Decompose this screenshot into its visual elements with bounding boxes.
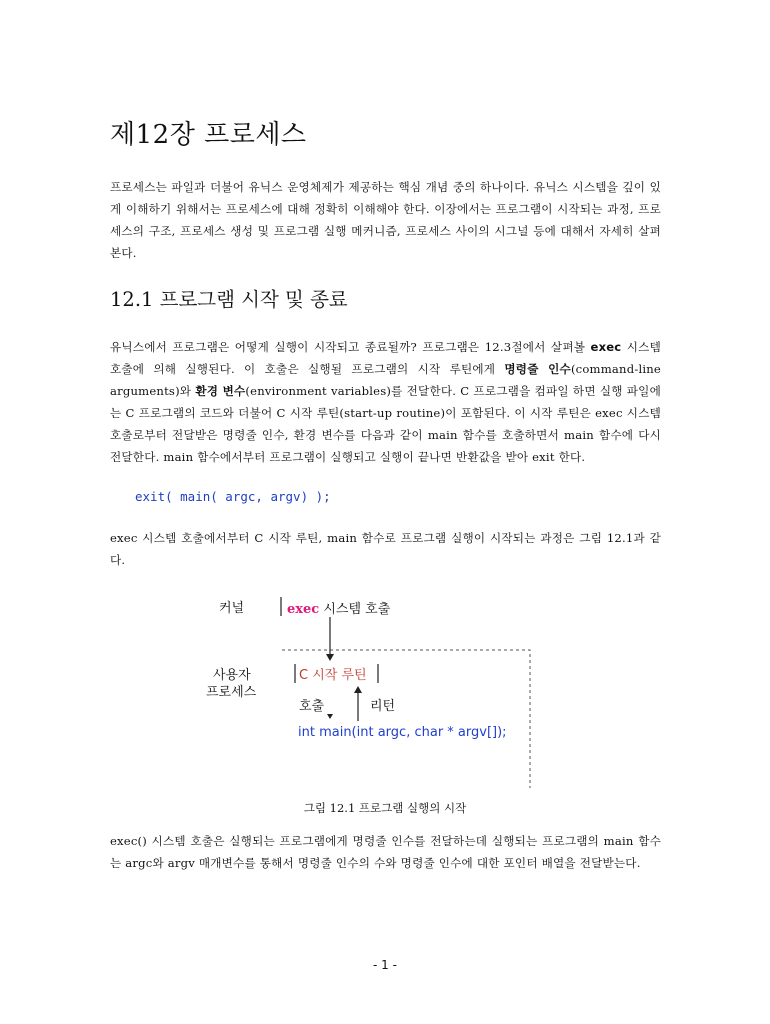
figure-caption: 그림 12.1 프로그램 실행의 시작: [303, 801, 467, 815]
chapter-title: 제12장 프로세스: [110, 120, 307, 150]
call-arrow-head: [327, 714, 333, 719]
paragraph-exec-args: exec() 시스템 호출은 실행되는 프로그램에게 명령줄 인수를 전달하는데 실행되는 프로그램의 main 함수는 argc와 argv 매개변수를 통해서 명령줄 인수의 수와 명령줄 인수에 대한 포인터 배열을 전달받는다.: [110, 834, 661, 870]
exec-word: exec: [287, 602, 320, 617]
text-run: 유닉스에서 프로그램은 어떻게 실행이 시작되고 종료될까? 프로그램은 12.3절에서 살펴볼: [110, 340, 591, 354]
return-label: 리턴: [370, 699, 396, 714]
user-label: 사용자: [213, 668, 251, 683]
text-run: (command-line arguments)와: [110, 362, 661, 398]
startup-routine-label: C 시작 루틴: [299, 668, 367, 683]
code-exit-main: exit( main( argc, argv) );: [135, 489, 331, 504]
call-label: 호출: [299, 699, 325, 714]
section-title: 12.1 프로그램 시작 및 종료: [110, 288, 348, 311]
main-signature-label: int main(int argc, char * argv[]);: [298, 725, 507, 740]
kernel-label: 커널: [219, 601, 245, 616]
return-arrow-head: [354, 686, 362, 693]
text-run: (environment variables)를 전달한다. C 프로그램을 컴파일 하면 실행 파일에는 C 프로그램의 코드와 더불어 C 시작 루틴(start-up routine)이 포함된다. 이 시작 루틴은 exec 시스템 호출로부터 전달받은 명령줄 인수, 환경 변수를 다음과 같이 main 함수를 호출하면서 main 함수에 다시 전달한다. main 함수에서부터 프로그램이 실행되고 실행이 끝나면 반환값을 받아 exit 한다.: [110, 384, 661, 464]
arrow-head-down: [326, 654, 334, 661]
page-number: - 1 -: [373, 958, 397, 972]
exec-syscall-label: [287, 598, 390, 617]
intro-paragraph: 프로세스는 파일과 더불어 유닉스 운영체제가 제공하는 핵심 개념 중의 하나이다. 유닉스 시스템을 깊이 있게 이해하기 위해서는 프로세스에 대해 정확히 이해해야 한다. 이장에서는 프로그램이 시작되는 과정, 프로세스의 구조, 프로세스 생성 및 프로그램 실행 메커니즘, 프로세스 사이의 시그널 등에 대해서 자세히 살펴본다.: [110, 180, 661, 260]
paragraph-exec-process: exec 시스템 호출에서부터 C 시작 루틴, main 함수로 프로그램 실행이 시작되는 과정은 그림 12.1과 같다.: [110, 531, 661, 567]
process-label: 프로세스: [206, 685, 257, 700]
text-run: 시스템 호출에 의해 실행된다. 이 호출은 실행될 프로그램의 시작 루틴에게: [110, 340, 661, 376]
text-env-vars: 환경 변수: [195, 384, 246, 398]
text-command-line-args: 명령줄 인수: [504, 362, 571, 376]
syscall-word: 시스템 호출: [323, 602, 391, 617]
text-exec: exec: [590, 340, 622, 354]
